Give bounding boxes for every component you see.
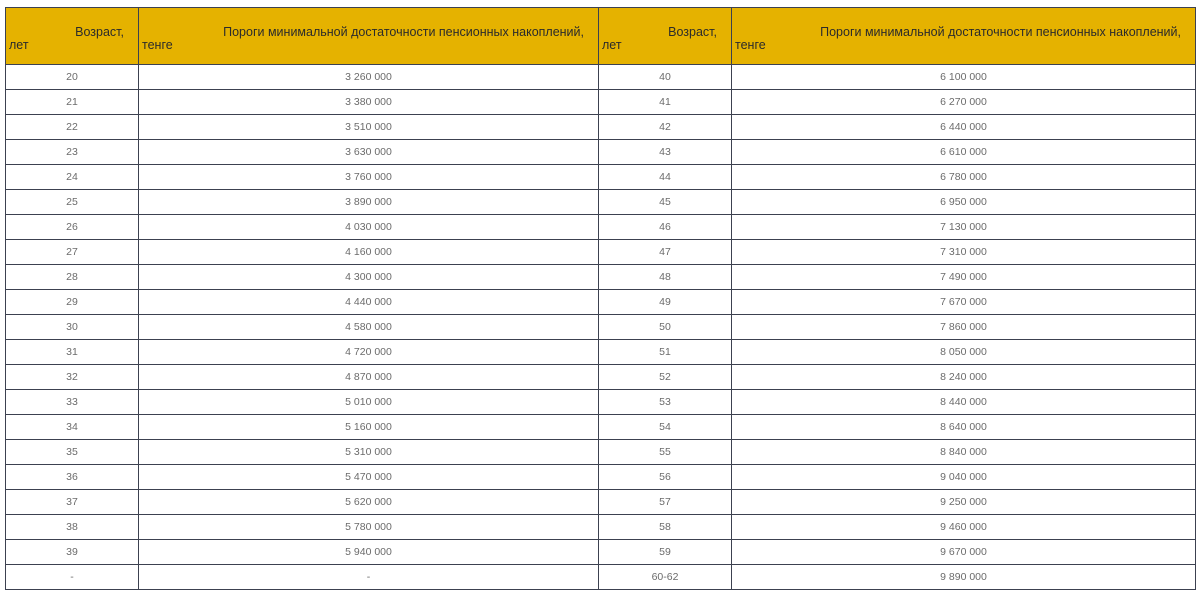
- age-right-cell: 52: [599, 365, 732, 390]
- threshold-left-cell: 3 890 000: [139, 190, 599, 215]
- threshold-left-cell: 4 440 000: [139, 290, 599, 315]
- age-right-cell: 59: [599, 540, 732, 565]
- table-row: [6, 415, 1196, 440]
- threshold-right-cell: 7 670 000: [732, 290, 1196, 315]
- age-right-cell: 44: [599, 165, 732, 190]
- table-row: [6, 490, 1196, 515]
- table-row: [6, 115, 1196, 140]
- age-right-cell: 43: [599, 140, 732, 165]
- threshold-left-cell: 4 300 000: [139, 265, 599, 290]
- threshold-right-cell: 9 670 000: [732, 540, 1196, 565]
- threshold-right-cell: 8 640 000: [732, 415, 1196, 440]
- threshold-right-cell: 8 440 000: [732, 390, 1196, 415]
- header-threshold-label: Пороги минимальной достаточности пенсионных накоплений,: [820, 25, 1181, 39]
- age-left-cell: 25: [6, 190, 139, 215]
- age-left-cell: 28: [6, 265, 139, 290]
- threshold-left-cell: 5 620 000: [139, 490, 599, 515]
- age-left-cell: 33: [6, 390, 139, 415]
- age-right-cell: 55: [599, 440, 732, 465]
- age-left-cell: 31: [6, 340, 139, 365]
- threshold-right-cell: 6 950 000: [732, 190, 1196, 215]
- age-right-cell: 51: [599, 340, 732, 365]
- age-left-cell: 37: [6, 490, 139, 515]
- table-row: [6, 290, 1196, 315]
- pension-threshold-table-container: [5, 7, 1195, 590]
- threshold-left-cell: 4 870 000: [139, 365, 599, 390]
- age-right-cell: 54: [599, 415, 732, 440]
- threshold-right-cell: 9 460 000: [732, 515, 1196, 540]
- threshold-left-cell: 5 010 000: [139, 390, 599, 415]
- header-threshold-unit: тенге: [735, 38, 766, 52]
- threshold-left-cell: 3 760 000: [139, 165, 599, 190]
- threshold-left-cell: 5 940 000: [139, 540, 599, 565]
- age-right-cell: 47: [599, 240, 732, 265]
- age-right-cell: 46: [599, 215, 732, 240]
- threshold-left-cell: 4 580 000: [139, 315, 599, 340]
- age-left-cell: 20: [6, 65, 139, 90]
- age-left-cell: 26: [6, 215, 139, 240]
- header-age-left: [6, 8, 139, 65]
- age-left-cell: -: [6, 565, 139, 590]
- table-row: [6, 365, 1196, 390]
- threshold-right-cell: 7 310 000: [732, 240, 1196, 265]
- age-left-cell: 27: [6, 240, 139, 265]
- threshold-left-cell: 3 510 000: [139, 115, 599, 140]
- threshold-left-cell: 3 260 000: [139, 65, 599, 90]
- threshold-right-cell: 6 440 000: [732, 115, 1196, 140]
- header-threshold-right: [732, 8, 1196, 65]
- table-row: [6, 265, 1196, 290]
- header-age-unit: лет: [602, 38, 622, 52]
- threshold-left-cell: 5 780 000: [139, 515, 599, 540]
- table-row: [6, 215, 1196, 240]
- threshold-left-cell: 3 380 000: [139, 90, 599, 115]
- age-right-cell: 41: [599, 90, 732, 115]
- threshold-right-cell: 7 490 000: [732, 265, 1196, 290]
- table-row: [6, 540, 1196, 565]
- threshold-right-cell: 6 100 000: [732, 65, 1196, 90]
- threshold-left-cell: 5 160 000: [139, 415, 599, 440]
- age-left-cell: 38: [6, 515, 139, 540]
- threshold-right-cell: 9 250 000: [732, 490, 1196, 515]
- table-row: [6, 315, 1196, 340]
- age-left-cell: 35: [6, 440, 139, 465]
- age-right-cell: 58: [599, 515, 732, 540]
- table-row: [6, 240, 1196, 265]
- threshold-right-cell: 7 130 000: [732, 215, 1196, 240]
- age-right-cell: 45: [599, 190, 732, 215]
- header-threshold-unit: тенге: [142, 38, 173, 52]
- table-row: [6, 90, 1196, 115]
- age-right-cell: 49: [599, 290, 732, 315]
- age-left-cell: 39: [6, 540, 139, 565]
- age-right-cell: 56: [599, 465, 732, 490]
- age-left-cell: 29: [6, 290, 139, 315]
- table-row: [6, 515, 1196, 540]
- threshold-left-cell: 4 030 000: [139, 215, 599, 240]
- pension-threshold-table: [5, 7, 1196, 590]
- table-row: [6, 390, 1196, 415]
- header-threshold-label: Пороги минимальной достаточности пенсионных накоплений,: [223, 25, 584, 39]
- threshold-right-cell: 9 890 000: [732, 565, 1196, 590]
- table-row: [6, 340, 1196, 365]
- table-body: [6, 65, 1196, 590]
- age-left-cell: 23: [6, 140, 139, 165]
- age-left-cell: 32: [6, 365, 139, 390]
- threshold-left-cell: 4 160 000: [139, 240, 599, 265]
- threshold-left-cell: 5 470 000: [139, 465, 599, 490]
- threshold-right-cell: 6 780 000: [732, 165, 1196, 190]
- age-right-cell: 42: [599, 115, 732, 140]
- header-age-label: Возраст,: [75, 25, 124, 39]
- age-left-cell: 30: [6, 315, 139, 340]
- threshold-right-cell: 8 840 000: [732, 440, 1196, 465]
- threshold-left-cell: 3 630 000: [139, 140, 599, 165]
- age-right-cell: 60-62: [599, 565, 732, 590]
- threshold-right-cell: 8 240 000: [732, 365, 1196, 390]
- table-row: [6, 465, 1196, 490]
- threshold-right-cell: 6 610 000: [732, 140, 1196, 165]
- header-age-label: Возраст,: [668, 25, 717, 39]
- threshold-right-cell: 9 040 000: [732, 465, 1196, 490]
- threshold-right-cell: 7 860 000: [732, 315, 1196, 340]
- table-row: [6, 190, 1196, 215]
- table-row: [6, 440, 1196, 465]
- table-header-row: [6, 8, 1196, 65]
- threshold-left-cell: 4 720 000: [139, 340, 599, 365]
- table-row: [6, 140, 1196, 165]
- header-age-right: [599, 8, 732, 65]
- age-right-cell: 40: [599, 65, 732, 90]
- threshold-left-cell: -: [139, 565, 599, 590]
- age-right-cell: 57: [599, 490, 732, 515]
- age-left-cell: 34: [6, 415, 139, 440]
- table-row: [6, 565, 1196, 590]
- age-right-cell: 50: [599, 315, 732, 340]
- age-left-cell: 36: [6, 465, 139, 490]
- table-row: [6, 65, 1196, 90]
- threshold-right-cell: 6 270 000: [732, 90, 1196, 115]
- table-row: [6, 165, 1196, 190]
- age-right-cell: 48: [599, 265, 732, 290]
- threshold-left-cell: 5 310 000: [139, 440, 599, 465]
- age-left-cell: 22: [6, 115, 139, 140]
- header-threshold-left: [139, 8, 599, 65]
- age-left-cell: 24: [6, 165, 139, 190]
- threshold-right-cell: 8 050 000: [732, 340, 1196, 365]
- age-left-cell: 21: [6, 90, 139, 115]
- age-right-cell: 53: [599, 390, 732, 415]
- header-age-unit: лет: [9, 38, 29, 52]
